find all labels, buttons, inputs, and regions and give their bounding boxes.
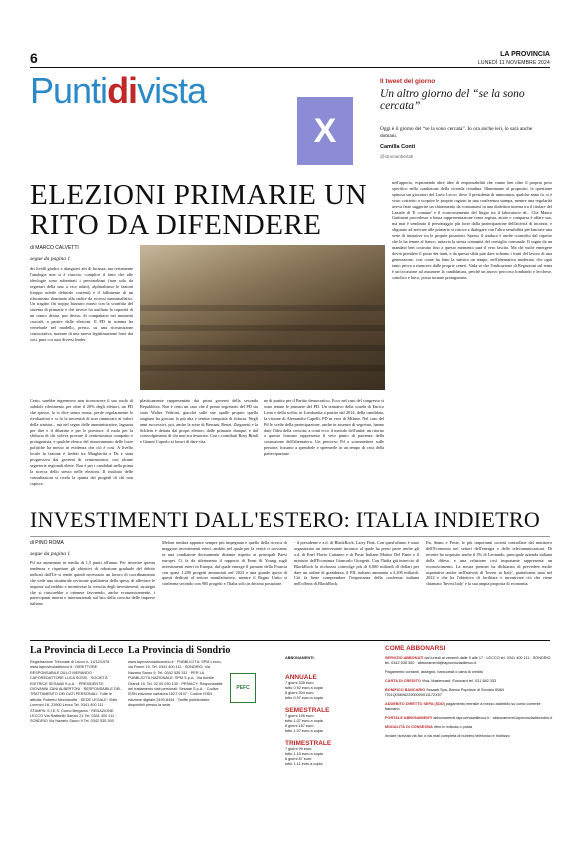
section-title-part-2: di: [107, 70, 138, 111]
article-1-column-1: dis livelli giudici e abrigativi atti di lucussa, ma certamente l'analogia non si è riuscito, complice il fatto che alle ideologie sono subentrati i personalismi (non solo da segretari della uno a vice ndati), alpluralismo le fazioni (troppo nobile definirle correnti) e il fallimento di un riformismo dominato alla radice da eccessi massimalistici. Un tragitto fin troppo bizzarro morto con la sconfitta del sistema di primarie e che invece ha assiltato la capacità di un centro destra, pur diviso, di compattarsi nei momenti cruciali, a partire dalle elezioni. Il PD in somma ha vertebrale nel modello, presto, su una ricostruzione consociativa, nazione di una nuova legittimazione forte dai voti, pure coi suoi diversi leader.: [30, 266, 133, 342]
how-item: PORTALE ABBONAMENTI abbonamenti.laprovinciadilecco.it · abbonamenti.laprovinciadisondrio.it: [385, 716, 553, 720]
tweet-of-the-day: [295, 75, 550, 180]
article-1-column-5: ned'apporto, esprimendo altre idee di responsabilità che vanno ben oltre il proprio peso specifico nella condizione della vicenda cittadina. Illuminante al proposito, la questione spinosa sui giocatori del Lario Lecco, dove il presidente di minoranza, qualche anno fa, si è visto costretto a scoprire le proprie ragioni in una conferenza stampa, mentre una regolarità aveva fatto suggerire un chiarimento da consumarsi in una dialettica interna tra il titolare del Laziale di 'Il comune' e il sconcertamento del litigio tra il laboratorio di... Che Mauro Gattinoni procedesse a bassa rappresentazione come regista, attore e comparsa è affare suo, ma mai è sembrato il personaggio più forte dalla partecipazione dell'attività di incontri, e sfigurato ad arrivare alle primarie si ritrova a dialogare con l'altra sensibilità per lanciare una serie di iniziative tra le proprie posizioni. Spesso il sindaco è anche coinvolto dal rispetto che le ha tenute al fianco, tuttavia la stessa comunità del consiglio comunale. Il sogno da un mandato ben costruito fino a questo momento sarà il vero lascito. Ma chi vuole emergere dovrà prendere il posto dei tanti, e da questa sfida può dare soltanto i frutti del lavoro di una generazione, così come ha fatto la sinistra un tempo, nell'alternativa moderata, che ogni tanto prova a rinascere dalle proprie ceneri. Vada sé che l'indicazione di Regazzoni sul tema è un'occasione ad assumere la candidatura, perché un nuovo percorso lombardo e lecchese, cattolico e laico, possa tornare protagonista.: [392, 180, 552, 280]
article-2-kicker: segue da pagina 1: [30, 551, 71, 557]
tweet-author: Camilla Conti: [380, 144, 416, 150]
subscription-semiannual: SEMESTRALE 7 giorni 195 euro tutto 1,07 euro a copia 6 giorni 167 euro tutto 1,07 euro a copia: [285, 707, 330, 733]
subscription-prices: [285, 668, 385, 767]
footer-fine-print-lecco: Registrazione Tribunale di Lecco n. 14/12/1978 · www.laprovinciadilecco.it · DIRETTORE RESPONSABILE DILLO MERANDO · CAPOREDATTORE LUCA SOSSI · SOCIETÀ EDITRICE SESAAB S.p.A. · PRESIDENTE: GIOVANNI ZANI ALBERTONI · RESPONSABILE DEL TRATTAMENTO DEI DATI PERSONALI: Tutte le attività: Roberto Mezzanotte · SEDE LEGALE: Viale Lorenzo 18, 23900 Lecco Tel. 0341 400 111 · STAMPA: S.I.E.S. Curno Bergamo · REDAZIONE: LECCO Via Raffaello Sanzio 21 Tel. 0341 400 111 · SONDRIO Via Nazario Sauro 9 Tel. 0342 535 300: [30, 660, 122, 724]
subscription-annual: ANNUALE 7 giorni 335 euro tutto 0,92 euro a copia 6 giorni 304 euro tutto 0,97 euro a copia: [285, 674, 323, 700]
section-title: [30, 70, 206, 112]
article-1-column-2: Certo, sarebbe ingeneroso non riconoscere il suo ruolo di subdole riferimento per oltre il 20% degli elettori, un PD che spesso, lo si dice senza ironia, perde regolarmente le rivoltazioni e si fa la necessità di non rinunciare ai valori della sinistra... ma nel segno delle amministrative, lagrazia per dire e il dibattito e per le province, il ruolo per la sfiducia di chi voleva provare il centrosinistra compatto e protagonista, e qualche elenco del rinnovamento delle forze politiche ha messo in evidenza che ciò è così. A livello locale la fazione è freddo tra Margherita e Ds e stata progressiva dai governi di centrosinistra, con alcune segreterie regionali elette. Non è per i candidati nella prima la ricerca dello stesso nelle elezioni. Il risultato delle consultazioni si rivela la quinta dei progetti di chi non capisce.: [30, 398, 133, 486]
subscriptions-header: ABBONAMENTI:: [285, 656, 315, 660]
pefc-logo-icon: PEFC: [230, 673, 256, 703]
page-number: 6: [30, 50, 38, 66]
article-1-byline: di MARCO CALVETTI: [30, 245, 79, 251]
how-item: SERVIZIO ABBONATI dal lunedì al venerdì dalle 9 alle 17 · LECCO tel. 0341 400 111 · SONDRIO tel. 0342 535 300 · abbonamenti@laprovinciadilecco.it: [385, 656, 551, 665]
masthead-sondrio: La Provincia di Sondrio: [128, 645, 231, 656]
article-1-column-4: ne di partito per il Partito democratico. Ecco nel caso del congresso si sono tenute le primarie del PD. Un tentativo della scuola di Enrico Letta e della scelta, in Lombardia a partire dal 2014, della candidata, la visione di Alessandro Capelli, PD in vece di Milano. Nel caso del Pd le scelte della partecipazione, anche in assenza di segretari, hanno dato l'idea della crescita; a conti ecco il metodo dell'unità: un ritorno a questo formato rappresenta il vero punto di partenza della costruzione dell'alternativa. Un percorso Pd a scommettere sulle persone, fossimo a spenderle e spremerle in un tempo di crisi della partecipazione.: [264, 398, 384, 457]
x-logo-icon: X: [297, 97, 353, 165]
masthead-lecco: La Provincia di Lecco: [30, 645, 124, 656]
article-2-column-3: - il presidente e a.d. di BlackRock, Larry Fink. Con quest'ultimo è stato organizzato un interessante incontro al quale ha preso parte anche gli a.d. di Enel Flavio Cattaneo e di Poste Italiane Matteo Del Fante e il ministro dell'Economia Giancarlo Giorgetti. Con l'Italia già intreccio di BlackRock la ricchezza coinvolge più di 8.000 miliardi di dollari per dare un ordine di grandezza, il PIL italiano ammonta a 2.200 miliardi. Ciò fa bene comprendere l'importanza della conferma italiana nell'offerta di BlackRock.: [294, 540, 419, 587]
how-item: ADDEBITO DIRETTO SEPA (SDD) pagamento mensile a mezzo addebito su conto corrente bancario: [385, 702, 541, 711]
article-2-byline: di PINO ROMA: [30, 540, 64, 546]
subscription-quarterly: TRIMESTRALE 7 giorni 99 euro tutto 1,10 euro a copia 6 giorni 87 euro tutto 1,11 euro a copia: [285, 740, 332, 766]
tweet-title: Un altro giorno del “se la sono cercata”: [380, 88, 525, 112]
top-rule: [30, 67, 550, 68]
article-1-column-3: plasticamente rappresentato dai primi governi della seconda Repubblica. Non è certo un caso che il primo segretario del PD sia stato Walter Veltroni, giacché sulle sue spalle proprio quella stagione ha giocato la più alta e sentita conquista di fiducia. Negli anni successivi, poi, anche la sorte di Bersani, Renzi, Zingaretti e la Schlein è dettata dai propri elettori, dalle primarie dunque, e dal coinvolgimento di chi non era tesserato. Con i contributi Rosy Bindi e Gianni Cuperlo ai lavori di dare vita.: [140, 398, 258, 445]
tweet-text: Oggi è il giorno del “se la sono cercata”. Io ora anche ieri, lo sarà anche domani.: [380, 126, 533, 139]
article-2-column-4: En, Snam e Poste, le più importanti società controllate dal ministero dell'Economia nei settori dell'energia e delle telecomunicazioni. Di recente ha acquisito anche il 3% di Leonardo, principale azienda italiana della difesa, e una relazione così importante rappresenta un riconoscimento. La nostra premier ha dichiarato di prevedere molte aspettative anche nell'attività di 'Invest in Italy', piattaforma nata nel 2022 e che ha l'obiettivo di facilitare e incentivare ciò che viene chiamato 'Invest Italy' e la sua ampia proposta di economia.: [426, 540, 552, 587]
article-2-rule: [30, 536, 550, 537]
article-1-headline: ELEZIONI PRIMARIE UN RITO DA DIFENDERE: [30, 179, 368, 241]
newspaper-brand: LA PROVINCIA: [500, 51, 550, 58]
footer-rule: [30, 640, 550, 641]
article-2-column-2: Meloni sembra apparire sempre più impegnata e quello della ricerca di maggiori investimenti esteri, ambito nel quale per la verità ci troviamo in una condizione decisamente distante rispetto ai principali Paesi europei. Ci fa da riferimento il rapporto di Ernst & Young sugli investimenti esteri in Europa, dal quale emerge il primato della Francia con quasi 1.200 progetti annunciati nel 2023 e una grande quota di questi dedicati al settore manifatturiero, mentre il Regno Unito si conferma secondo con 985 progetti e l'Italia solo in decima posizione.: [162, 540, 287, 587]
article-1-kicker: segue da pagina 1: [30, 256, 71, 262]
how-to-subscribe: COME ABBONARSI SERVIZIO ABBONATI dal lunedì al venerdì dalle 9 alle 17 · LECCO tel. 0341 400 111 · SONDRIO tel. 0342 535 300 · abbonamenti@laprovinciadilecco.it Pagamento contanti, assegno, bancomat o carta di credito CARTA DI CREDITO Visa, Mastercard, Eurocard tel. 031 582 333 BONIFICO BANCARIO Sesaab Spa, Banca Popolare di Sondrio IBAN IT61Q0569622900000011172X57 ADDEBITO DIRETTO SEPA (SDD) pagamento mensile a mezzo addebito su conto corrente bancario PORTALE ABBONAMENTI abbonamenti.laprovinciadilecco.it · abbonamenti.laprovinciadisondrio.it MODALITÀ DI CONSEGNA ritiro in edicola o posta Inviare ricevuta via fax o via mail completa di numero telefonico e indirizzo: [385, 645, 553, 738]
footer-fine-print-sondrio: www.laprovinciadisondrio.it · PUBBLICITÀ: SPM Lecco, via Fiume 19, Tel. 0341 400 111 · SONDRIO: Via Nazario Sauro 9, Tel. 0342 535 311 · PER LA PUBBLICITÀ NAZIONALE: SPM S.p.A., Via Achille Grandi 19, Tel. 02 00 030 130 · PRIVACY: Responsabile del trattamento dati personali: Sesaab S.p.A. · Codice ISSN edizione cartacea 1827-9147 · Codice ISSN edizione digitale 2493-8494 · Tariffe pubblicitarie disponibili presso la sede: [128, 660, 223, 708]
article-2-column-1: Pil sia aumentato in media di 1,5 punti all'anno. Per invertire questa tendenza e rispettare gli obiettivi di riduzione graduale del debito indicati dall'Ue si rende quindi necessario un lavoro di coordinamento che vede una strutturale revisione qualitativa della spesa, di alleviare le imposte sul reddito e incentivare la crescita degli investimenti, strategia che si riuscirebbe a ottenere favorendo, anche economicamente, i partecipanti interni e internazionali sul lato della crescita delle imprese italiane.: [30, 560, 155, 607]
issue-date: LUNEDÌ 11 NOVEMBRE 2024: [477, 60, 550, 66]
how-item: CARTA DI CREDITO Visa, Mastercard, Eurocard tel. 031 582 333: [385, 679, 497, 683]
tweet-kicker: Il tweet del giorno: [380, 78, 436, 85]
article-2-headline: INVESTIMENTI DALL'ESTERO: ITALIA INDIETRO: [30, 507, 541, 532]
section-title-part-1: Punti: [30, 70, 108, 111]
how-item: Inviare ricevuta via fax o via mail completa di numero telefonico e indirizzo: [385, 734, 510, 738]
how-item: Pagamento contanti, assegno, bancomat o carta di credito: [385, 670, 484, 674]
tweet-handle[interactable]: @strumanberlab: [380, 154, 414, 159]
article-1-photo: [140, 245, 385, 390]
how-item: BONIFICO BANCARIO Sesaab Spa, Banca Popolare di Sondrio IBAN IT61Q0569622900000011172X57: [385, 688, 505, 697]
section-title-part-3: vista: [137, 70, 207, 111]
how-item: MODALITÀ DI CONSEGNA ritiro in edicola o posta: [385, 725, 472, 729]
